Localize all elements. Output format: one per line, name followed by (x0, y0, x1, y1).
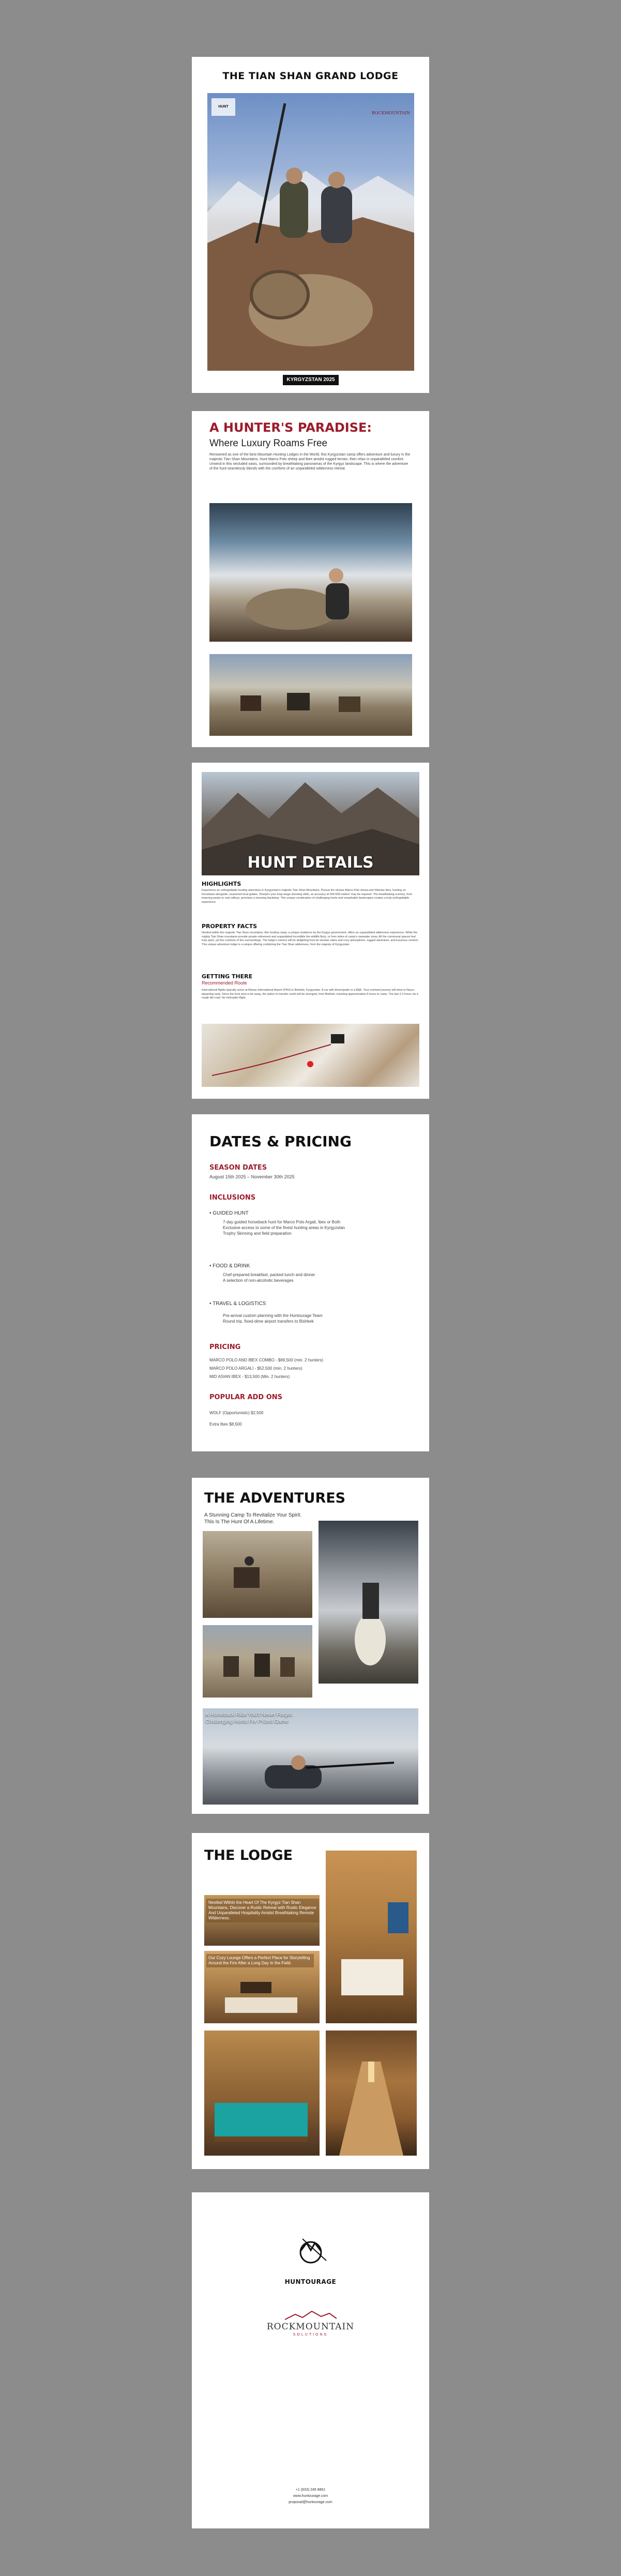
inclusion-line: Round trip, fixed-dime airport transfers to Bishkek (223, 1319, 314, 1324)
details-banner-title: HUNT DETAILS (247, 854, 374, 872)
highlights-title: HIGHLIGHTS (202, 881, 241, 887)
price-line: MARCO POLO ARGALI - $52,500 (min. 2 hunters) (209, 1366, 302, 1371)
adventures-caption-1: A Stunning Camp To Revitalize Your Spirit. This Is The Hunt Of A Lifetime. (204, 1512, 302, 1525)
route-map (202, 1024, 419, 1087)
inclusion-line: 7-day guided horseback hunt for Marco Polo Argali, Ibex or Both (223, 1220, 341, 1224)
lodge-caption-1: Nestled Within the Heart Of The Kyrgyz Tian Shan Mountains, Discover a Rustic Retreat with Rustic Elegance And Unparalleled Hospitality Amidst Breathtaking Remote Wilderness. (206, 1899, 319, 1922)
rockmountain-logo-icon (285, 2310, 337, 2321)
price-line: MARCO POLO AND IBEX COMBO - $69,500 (min. 2 hunters) (209, 1358, 324, 1362)
paradise-trophy-photo (209, 503, 412, 642)
rockmountain-wordmark: ROCKMOUNTAIN (266, 2322, 355, 2332)
season-title: SEASON DATES (209, 1164, 267, 1172)
huntourage-logo-icon (285, 2237, 337, 2278)
back-page (192, 2192, 429, 2528)
pricing-title: DATES & PRICING (209, 1133, 352, 1150)
inclusion-head: • GUIDED HUNT (209, 1210, 249, 1216)
property-title: PROPERTY FACTS (202, 923, 257, 930)
adventure-mountain-rider-photo (319, 1521, 418, 1684)
paradise-page (192, 411, 429, 747)
inclusion-line: Pre-arrival custom planning with the Huntourage Team (223, 1313, 323, 1318)
cover-logo-text: ROCKMOUNTAIN (371, 111, 410, 115)
lodge-caption-2: Our Cozy Lounge Offers a Perfect Place for Storytelling Around the Fire After a Long Day In the Field. (206, 1954, 314, 1967)
inclusion-head: • FOOD & DRINK (209, 1263, 250, 1269)
cover-badge: KYRGYZSTAN 2025 (283, 375, 339, 385)
inclusion-line: Exclusive access to some of the finest hunting areas in Kyrgyzstan (223, 1225, 345, 1230)
inclusion-group (209, 1263, 411, 1283)
huntourage-wordmark: HUNTOURAGE (284, 2278, 337, 2285)
paradise-body: Renowned as one of the best Mountain Hunting Lodges in the World, this Kyrgyzstan camp offers adventure and luxury in the majestic Tian Shan Mountains. Hunt Marco Polo sheep and Ibex amidst rugged terrain, then relax in unparalleled comfort. Unwind in this secluded oasis, surrounded by breathtaking panoramas of the Kyrgyz landscape. This is where the adventure of the hunt seamlessly blends with the comforts of an unparalleled wilderness retreat. (209, 453, 411, 471)
lodge-title: THE LODGE (204, 1847, 293, 1863)
huntourage-logo-icon: HUNT (211, 98, 235, 116)
season-dates: August 15th 2025 – November 30th 2025 (209, 1174, 295, 1179)
paradise-subtitle: Where Luxury Roams Free (209, 438, 328, 449)
getting-subtitle: Recommended Route (202, 980, 247, 986)
inclusion-line: Chef-prepared breakfast, packed lunch and dinner (223, 1272, 315, 1277)
inclusion-line: A selection of non-alcoholic beverages (223, 1278, 294, 1283)
addons-title: POPULAR ADD ONS (209, 1393, 283, 1401)
details-page (192, 763, 429, 1099)
inclusion-line: Trophy Skinning and field preparation (223, 1231, 292, 1236)
property-body: Nestled within the majestic Tian Shan mountains, this hunting camp, a unique residence by the Kyrgyz government, offers an unparalleled wilderness experience. While the mighty Tian Shan mountains provide private retirement and unparalleled incredible the wildlife flock, or from miles of camp's rosewater array. All the communal spaces feel truly quiet, yet the comforts of the surroundings. The lodge's owners will be delighting from its wooden stairs and cozy atmosphere, rugged adventure, and luxurious comfort. This unique adventure lodge is a unique offering combining the Tian Shan wilderness, from the majesty of Kyrgyzstan. (202, 931, 419, 946)
adventures-title: THE ADVENTURES (204, 1490, 346, 1506)
inclusions-title: INCLUSIONS (209, 1194, 256, 1202)
lodge-hallway-photo (326, 2031, 417, 2156)
lodge-bedroom-photo (326, 1851, 417, 2023)
adventure-group-photo (203, 1625, 312, 1698)
contact-email-link[interactable]: proposal@huntourage.com (289, 2501, 332, 2504)
inclusion-head: • TRAVEL & LOGISTICS (209, 1301, 266, 1307)
paradise-horses-photo (209, 654, 412, 736)
cover-hunter-photo (207, 93, 414, 371)
addon-line: Extra Ibex $8,500 (209, 1422, 242, 1427)
adventures-page (192, 1478, 429, 1814)
getting-title: GETTING THERE (202, 973, 253, 980)
lodge-page (192, 1833, 429, 2169)
addon-line: WOLF (Opportunistic) $2,500 (209, 1411, 264, 1415)
highlights-body: Experience an unforgettable hunting adventure in Kyrgyzstan's majestic Tian Shan Mountains. Pursue the elusive Marco Polo sheep and Siberian Ibex, hunting on horseback alongside, seasoned local guides. Sharpen your long-range shooting skills, as accuracy at 300-500 meters' may be required. The breathtaking scenery, from towering peaks to vast valleys, promises a stunning backdrop. This unique combination of challenging hunts and remarkable landscapes creates a truly unforgettable experience. (202, 889, 413, 904)
adventure-rider-photo (203, 1531, 312, 1618)
contact-phone[interactable]: +1 (833) 249 8861 (295, 2488, 326, 2492)
cover-title: THE TIAN SHAN GRAND LODGE (222, 70, 399, 82)
cover-page (192, 57, 429, 393)
lodge-billiards-photo (204, 2031, 320, 2156)
pricing-section-title: PRICING (209, 1343, 241, 1351)
paradise-title: A HUNTER'S PARADISE: (209, 420, 372, 435)
getting-body: International flights typically arrive at Manas International Airport (FRU) in Bishkek, Kyrgyzstan. A car with driver/guide or a B&E. Your overland journey will drive to Naryn, departing early. Since the hunt area is far away, the option to transfer south will be arranged, from Bishkek, traveling approximately 8 hours to camp. The last 2-3 hours via a rough dirt road. No helicopter flight. (202, 989, 418, 999)
pricing-page (192, 1114, 429, 1451)
inclusion-group (209, 1301, 411, 1324)
price-line: MID ASIAN IBEX - $13,500 (Min. 2 hunters) (209, 1374, 290, 1379)
adventures-caption-2: A Horseback Ride You'll Never Forget. Challenging Hunts For Prized Game (205, 1712, 293, 1724)
inclusion-group (209, 1210, 411, 1236)
contact-website-link[interactable]: www.huntourage.com (293, 2494, 328, 2498)
rockmountain-subtitle: SOLUTIONS (293, 2333, 328, 2337)
